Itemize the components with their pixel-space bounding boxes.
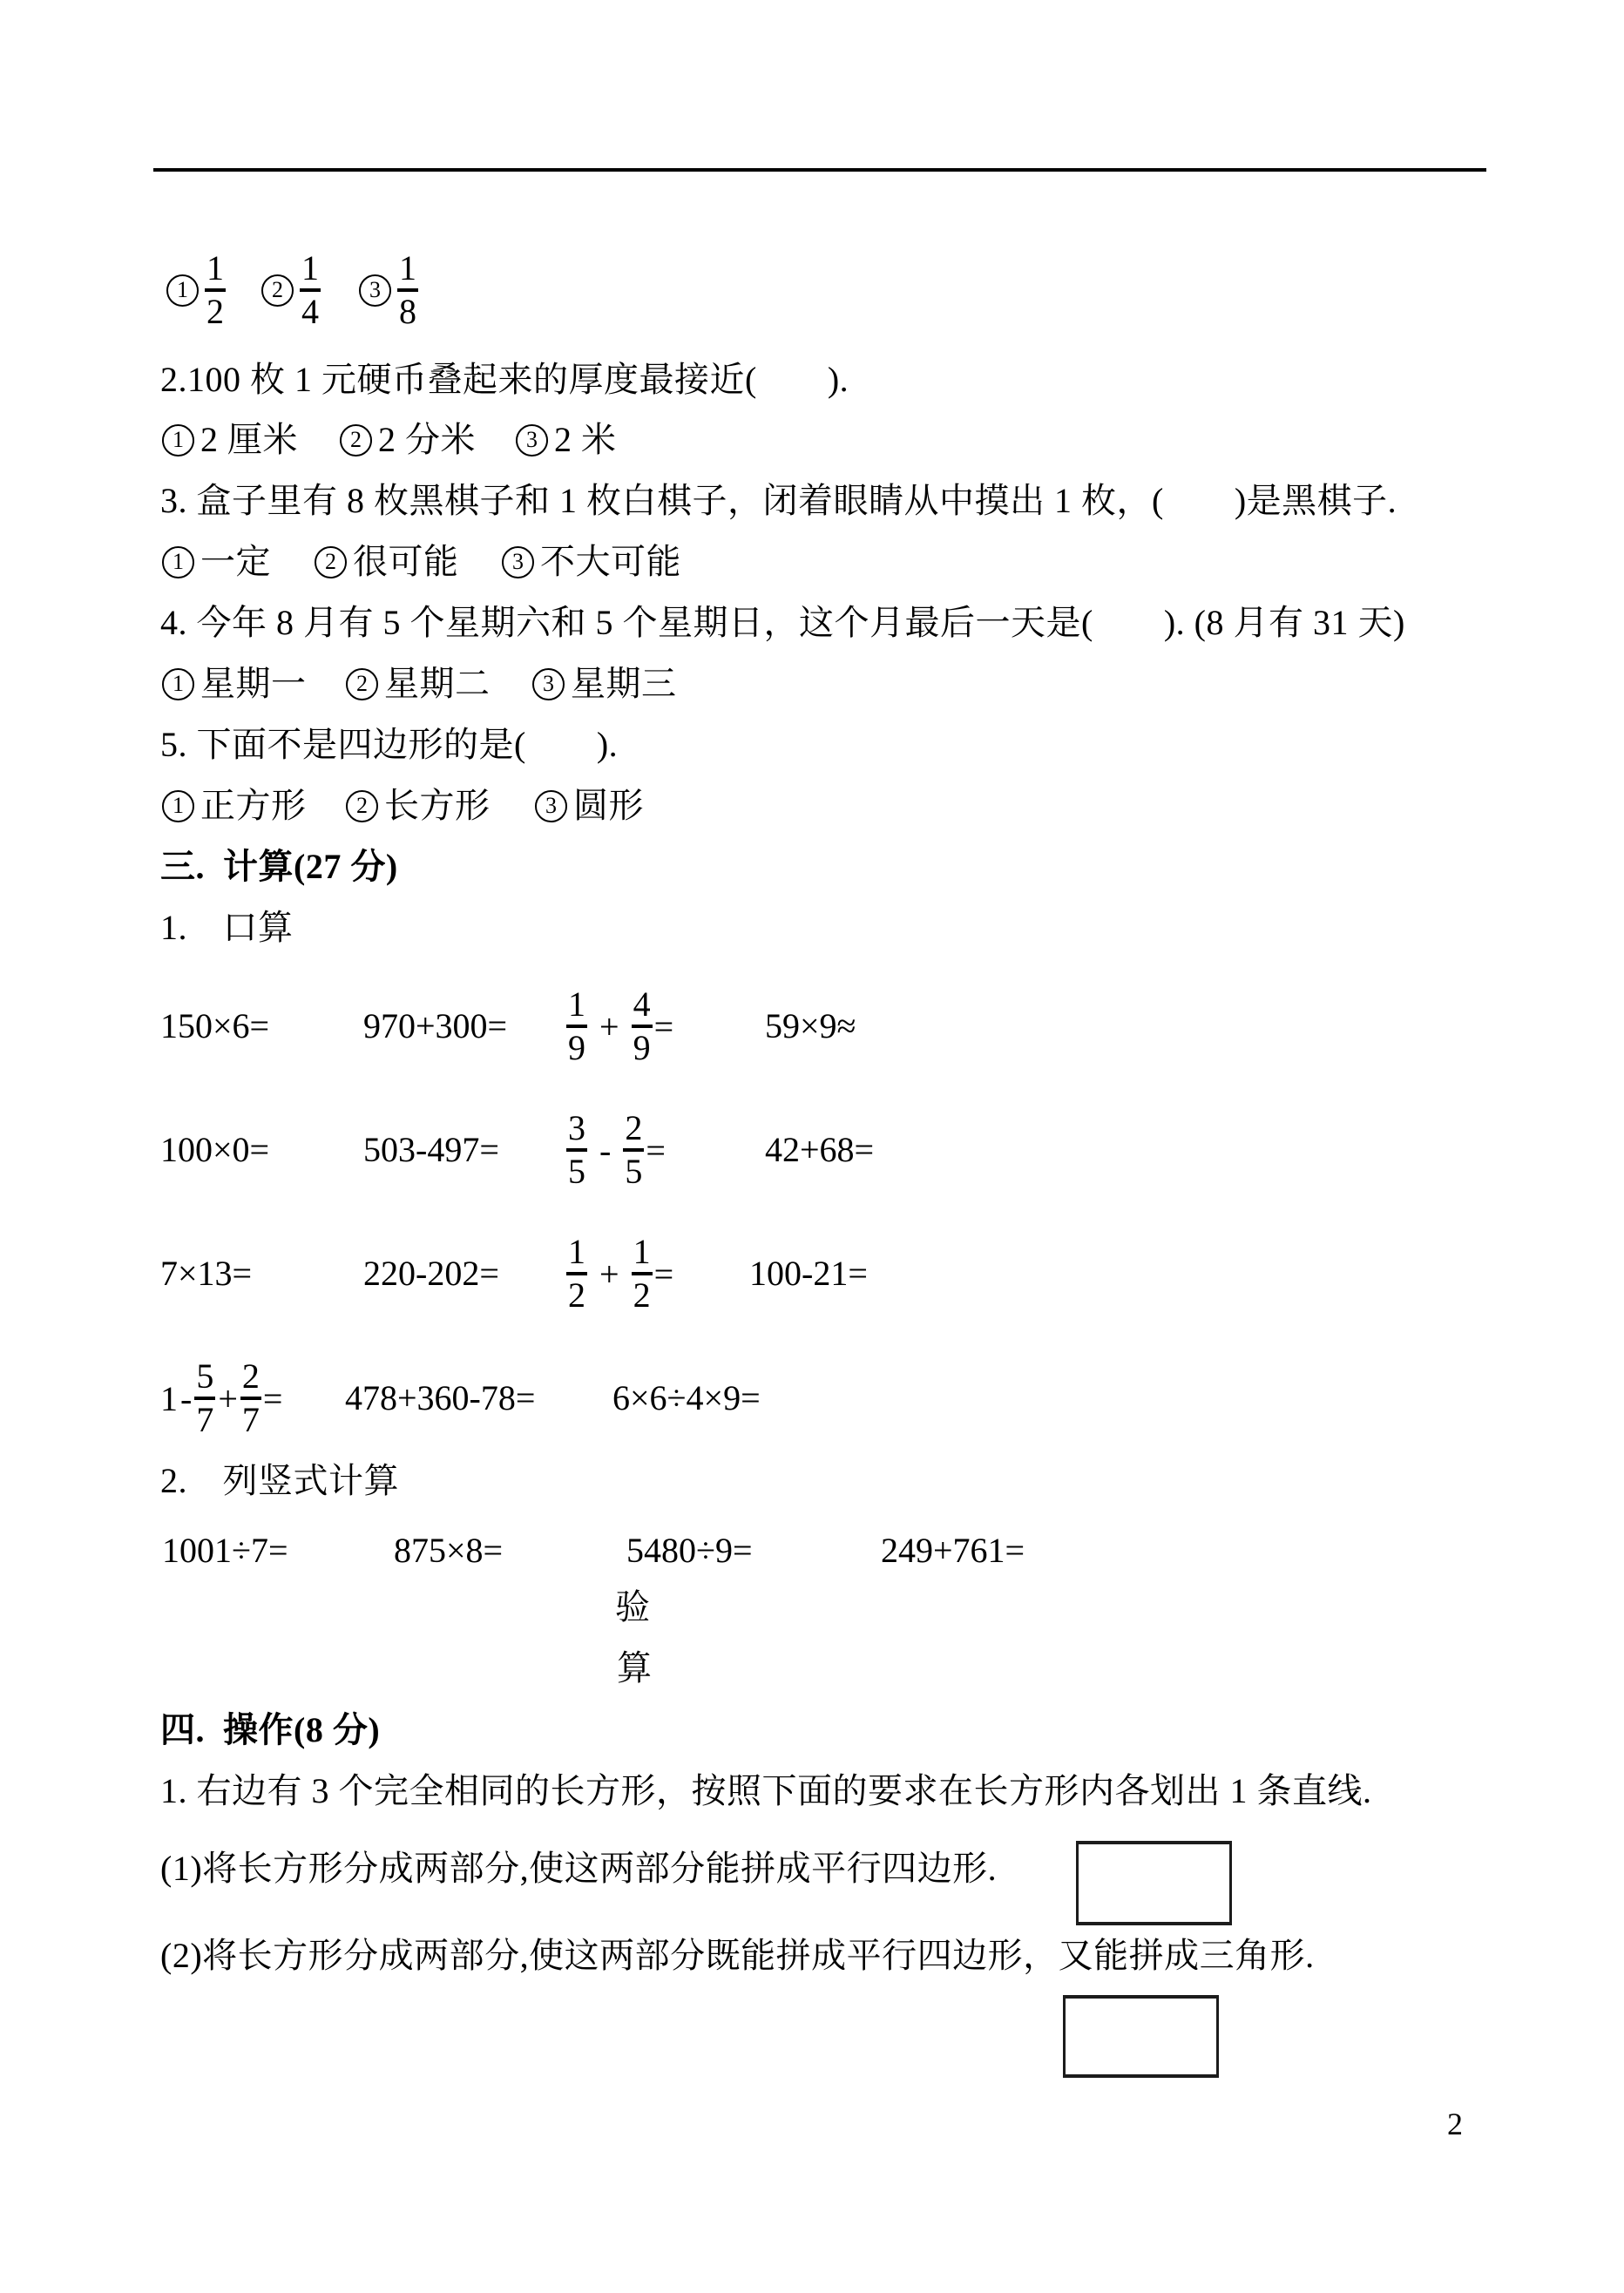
circled-number: 3 — [516, 424, 548, 457]
q3-option-2: 2 很可能 — [315, 545, 459, 579]
circled-number: 1 — [162, 668, 194, 700]
operation-intro-text: 1. 右边有 3 个完全相同的长方形，按照下面的要求在长方形内各划出 1 条直线. — [160, 1771, 1372, 1810]
oral-expression: 100×0= — [160, 1130, 270, 1169]
equals-sign: = — [653, 1254, 674, 1294]
fraction: $\frac{5}{7}$ — [196, 1356, 214, 1439]
circled-number: 3 — [535, 790, 567, 822]
oral-fraction-expression — [160, 1357, 282, 1439]
oral-expression: 503-497= — [363, 1130, 499, 1169]
circled-number: 1 — [162, 424, 194, 457]
vertical-calc-expression: 249+761= — [881, 1531, 1025, 1570]
operator: - — [180, 1378, 193, 1418]
rectangle-drawing-box-1 — [1076, 1841, 1232, 1925]
q5-option-2: 2 长方形 — [346, 788, 491, 823]
vertical-calc-expression: 5480÷9= — [626, 1531, 753, 1570]
circled-number: 3 — [532, 668, 565, 700]
fraction: $\frac{1}{4}$ — [301, 248, 319, 331]
operator: + — [218, 1378, 238, 1418]
operator: - — [599, 1130, 612, 1170]
question-2-text: 2.100 枚 1 元硬币叠起来的厚度最接近( ). — [160, 360, 849, 399]
fraction: $\frac{3}{5}$ — [568, 1108, 585, 1191]
oral-expression: 59×9≈ — [765, 1006, 856, 1045]
oral-expression: 7×13= — [160, 1254, 253, 1293]
q1-option-2 — [261, 249, 321, 331]
fraction: $\frac{1}{2}$ — [206, 248, 224, 331]
circled-number: 1 — [162, 790, 194, 822]
fraction: $\frac{1}{2}$ — [633, 1232, 651, 1315]
oral-fraction-expression — [566, 1233, 673, 1315]
section-3-heading: 三. 计算(27 分) — [160, 847, 398, 886]
equals-sign: = — [646, 1130, 666, 1170]
question-3-text: 3. 盒子里有 8 枚黑棋子和 1 枚白棋子，闭着眼睛从中摸出 1 枚，( )是黑棋子. — [160, 481, 1397, 520]
circled-number: 1 — [162, 546, 194, 578]
q3-option-1: 1 一定 — [162, 545, 271, 579]
q4-option-1: 1 星期一 — [162, 666, 307, 701]
header-rule — [153, 168, 1486, 172]
q1-option-1 — [166, 249, 226, 331]
circled-number: 1 — [166, 274, 199, 307]
fraction: $\frac{2}{5}$ — [625, 1108, 643, 1191]
rectangle-drawing-box-2 — [1063, 1995, 1219, 2078]
oral-expression: 42+68= — [765, 1130, 875, 1169]
q5-option-1: 1 正方形 — [162, 788, 307, 823]
q3-option-3: 3 不大可能 — [502, 545, 681, 579]
oral-calc-subheading: 1. 口算 — [160, 908, 294, 947]
fraction: $\frac{1}{2}$ — [568, 1232, 585, 1315]
oral-expression: 6×6÷4×9= — [612, 1378, 761, 1417]
circled-number: 3 — [359, 274, 391, 307]
operator: + — [599, 1006, 619, 1046]
fraction: $\frac{4}{9}$ — [633, 984, 651, 1067]
vertical-calc-expression: 875×8= — [394, 1531, 504, 1570]
page-number: 2 — [1447, 2107, 1463, 2141]
circled-number: 2 — [340, 424, 372, 457]
oral-fraction-expression — [566, 1109, 666, 1191]
equals-sign: = — [653, 1006, 674, 1046]
oral-expression: 220-202= — [363, 1254, 499, 1293]
circled-number: 2 — [261, 274, 294, 307]
oral-expression: 100-21= — [749, 1254, 868, 1293]
operation-sub2-text: (2)将长方形分成两部分,使这两部分既能拼成平行四边形，又能拼成三角形. — [160, 1936, 1315, 1975]
question-4-text: 4. 今年 8 月有 5 个星期六和 5 个星期日，这个月最后一天是( ). (8 月有 31 天) — [160, 603, 1405, 642]
operation-sub1-text: (1)将长方形分成两部分,使这两部分能拼成平行四边形. — [160, 1849, 998, 1888]
oral-expression: 150×6= — [160, 1006, 270, 1045]
check-calculation-label: 算 — [617, 1648, 652, 1688]
section-4-heading: 四. 操作(8 分) — [160, 1710, 381, 1749]
circled-number: 2 — [346, 790, 378, 822]
whole-number: 1 — [160, 1378, 178, 1418]
operator: + — [599, 1254, 619, 1294]
check-calculation-label: 验 — [615, 1587, 650, 1627]
fraction: $\frac{1}{9}$ — [568, 984, 585, 1067]
oral-fraction-expression — [566, 985, 673, 1067]
q5-option-3: 3 圆形 — [535, 788, 644, 823]
fraction: $\frac{1}{8}$ — [399, 248, 416, 331]
question-5-text: 5. 下面不是四边形的是( ). — [160, 725, 619, 764]
q2-option-2: 2 2 分米 — [340, 423, 476, 457]
oral-expression: 478+360-78= — [345, 1378, 536, 1417]
vertical-calc-subheading: 2. 列竖式计算 — [160, 1461, 399, 1500]
circled-number: 2 — [315, 546, 347, 578]
equals-sign: = — [262, 1378, 283, 1418]
q2-option-3: 3 2 米 — [516, 423, 617, 457]
fraction: $\frac{2}{7}$ — [241, 1356, 260, 1439]
q1-option-3 — [359, 249, 418, 331]
q4-option-2: 2 星期二 — [346, 666, 491, 701]
q2-option-1: 1 2 厘米 — [162, 423, 298, 457]
q4-option-3: 3 星期三 — [532, 666, 677, 701]
vertical-calc-expression: 1001÷7= — [162, 1531, 288, 1570]
oral-expression: 970+300= — [363, 1006, 508, 1045]
circled-number: 3 — [502, 546, 534, 578]
circled-number: 2 — [346, 668, 378, 700]
